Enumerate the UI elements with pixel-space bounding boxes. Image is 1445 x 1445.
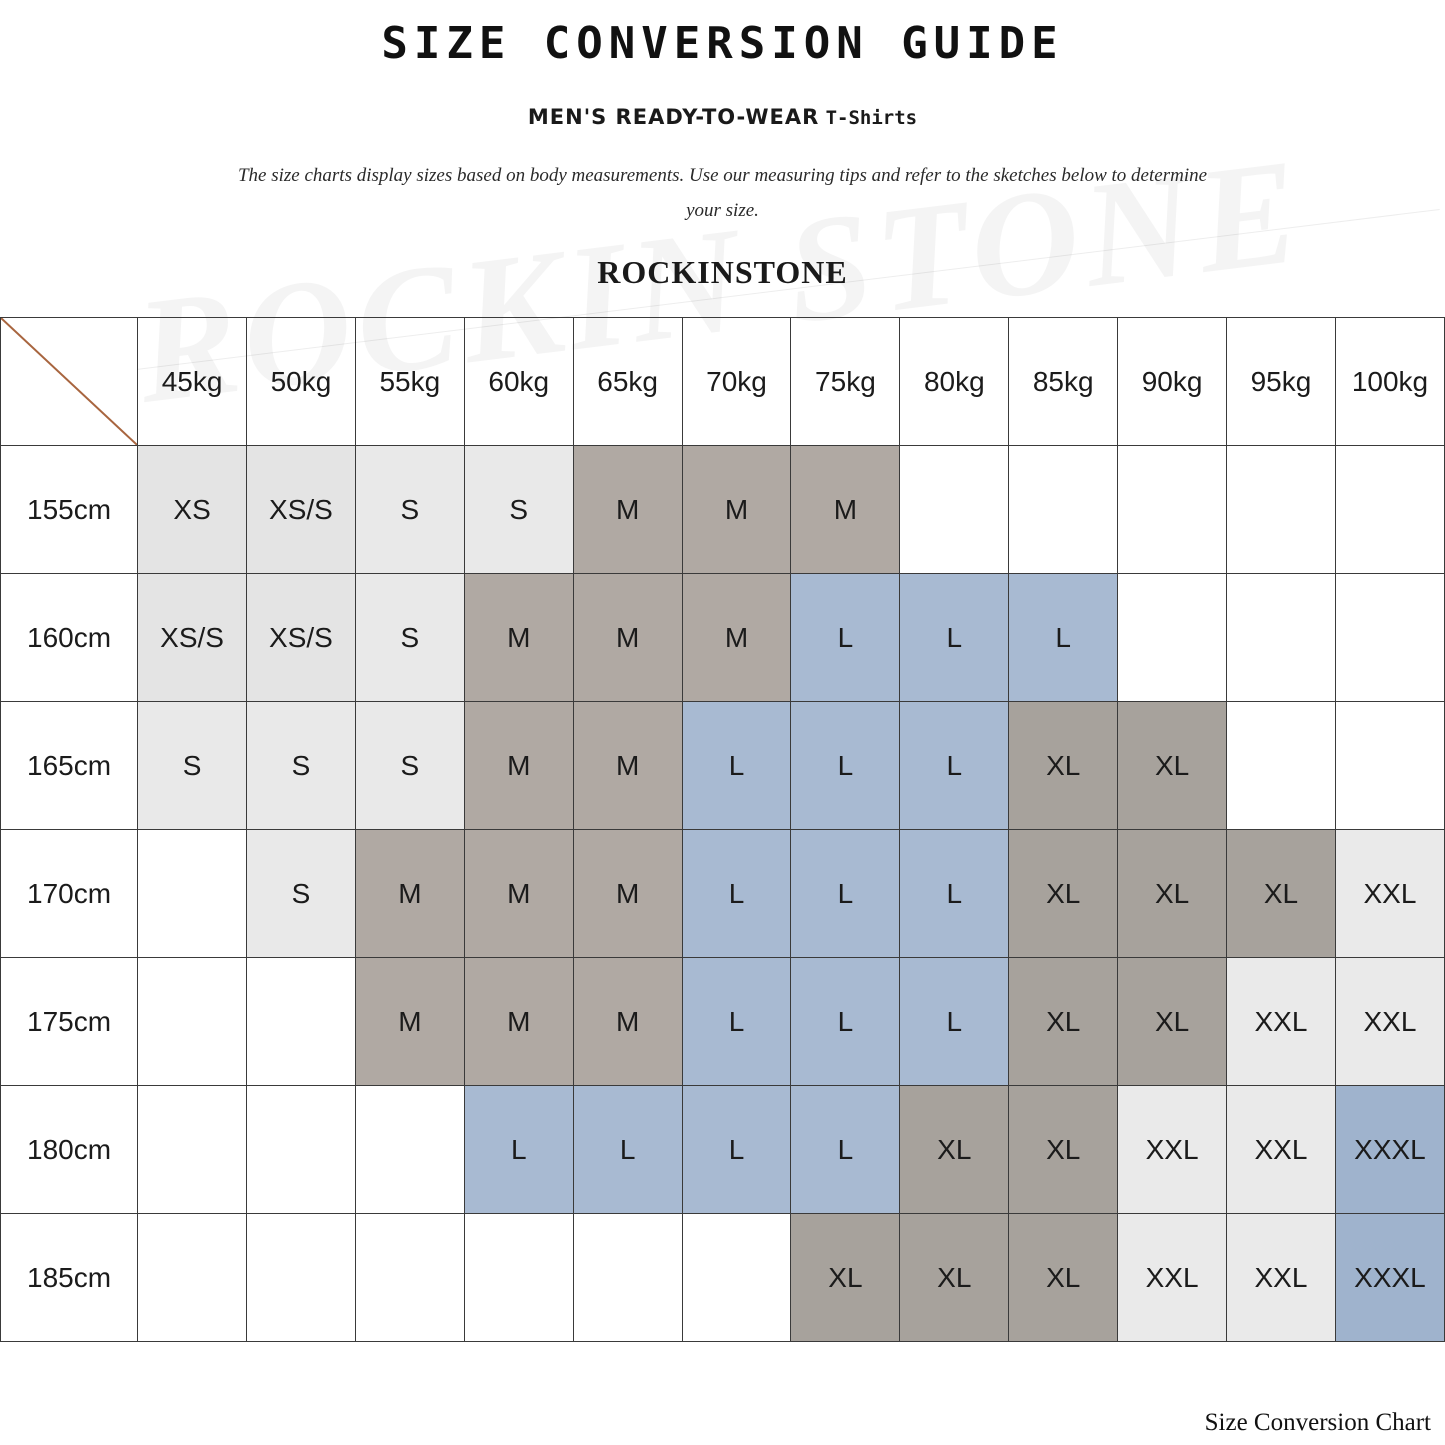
cell-175cm-90kg: XL <box>1118 958 1227 1086</box>
table-header-row <box>1 318 1445 446</box>
diagonal-slash-icon <box>1 318 137 445</box>
cell-165cm-75kg: L <box>791 702 900 830</box>
col-header-1: 50kg <box>247 318 356 446</box>
cell-185cm-100kg: XXXL <box>1335 1214 1444 1342</box>
cell-185cm-60kg <box>464 1214 573 1342</box>
cell-185cm-95kg: XXL <box>1227 1214 1336 1342</box>
cell-170cm-60kg: M <box>464 830 573 958</box>
cell-165cm-80kg: L <box>900 702 1009 830</box>
cell-175cm-95kg: XXL <box>1227 958 1336 1086</box>
cell-170cm-80kg: L <box>900 830 1009 958</box>
col-header-5: 70kg <box>682 318 791 446</box>
cell-185cm-80kg: XL <box>900 1214 1009 1342</box>
cell-165cm-95kg <box>1227 702 1336 830</box>
cell-155cm-50kg: XS/S <box>247 446 356 574</box>
cell-165cm-70kg: L <box>682 702 791 830</box>
cell-160cm-55kg: S <box>355 574 464 702</box>
cell-175cm-50kg <box>247 958 356 1086</box>
cell-180cm-60kg: L <box>464 1086 573 1214</box>
cell-185cm-45kg <box>138 1214 247 1342</box>
cell-170cm-90kg: XL <box>1118 830 1227 958</box>
cell-180cm-70kg: L <box>682 1086 791 1214</box>
cell-175cm-85kg: XL <box>1009 958 1118 1086</box>
cell-170cm-50kg: S <box>247 830 356 958</box>
col-header-10: 95kg <box>1227 318 1336 446</box>
table-corner-cell <box>1 318 138 446</box>
brand-name: ROCKINSTONE <box>597 254 848 291</box>
table-row <box>1 958 1445 1086</box>
cell-160cm-75kg: L <box>791 574 900 702</box>
cell-175cm-55kg: M <box>355 958 464 1086</box>
cell-160cm-60kg: M <box>464 574 573 702</box>
cell-180cm-55kg <box>355 1086 464 1214</box>
cell-160cm-80kg: L <box>900 574 1009 702</box>
subtitle-category: MEN'S READY-TO-WEAR <box>527 105 820 129</box>
cell-160cm-45kg: XS/S <box>138 574 247 702</box>
cell-155cm-80kg <box>900 446 1009 574</box>
cell-180cm-75kg: L <box>791 1086 900 1214</box>
row-header-165cm: 165cm <box>1 702 138 830</box>
cell-165cm-60kg: M <box>464 702 573 830</box>
cell-170cm-85kg: XL <box>1009 830 1118 958</box>
footer-caption: Size Conversion Chart <box>1204 1409 1431 1436</box>
cell-165cm-100kg <box>1335 702 1444 830</box>
cell-155cm-70kg: M <box>682 446 791 574</box>
cell-165cm-50kg: S <box>247 702 356 830</box>
row-header-170cm: 170cm <box>1 830 138 958</box>
col-header-7: 80kg <box>900 318 1009 446</box>
cell-155cm-100kg <box>1335 446 1444 574</box>
cell-155cm-75kg: M <box>791 446 900 574</box>
cell-180cm-100kg: XXXL <box>1335 1086 1444 1214</box>
row-header-175cm: 175cm <box>1 958 138 1086</box>
cell-185cm-55kg <box>355 1214 464 1342</box>
col-header-2: 55kg <box>355 318 464 446</box>
cell-180cm-90kg: XXL <box>1118 1086 1227 1214</box>
cell-170cm-70kg: L <box>682 830 791 958</box>
size-conversion-table <box>0 317 1445 1342</box>
cell-185cm-85kg: XL <box>1009 1214 1118 1342</box>
cell-155cm-45kg: XS <box>138 446 247 574</box>
cell-185cm-75kg: XL <box>791 1214 900 1342</box>
col-header-6: 75kg <box>791 318 900 446</box>
cell-170cm-75kg: L <box>791 830 900 958</box>
cell-160cm-90kg <box>1118 574 1227 702</box>
cell-165cm-90kg: XL <box>1118 702 1227 830</box>
col-header-8: 85kg <box>1009 318 1118 446</box>
table-row <box>1 446 1445 574</box>
row-header-185cm: 185cm <box>1 1214 138 1342</box>
cell-160cm-50kg: XS/S <box>247 574 356 702</box>
cell-165cm-55kg: S <box>355 702 464 830</box>
cell-180cm-80kg: XL <box>900 1086 1009 1214</box>
subtitle <box>0 105 1445 130</box>
table-row <box>1 830 1445 958</box>
cell-155cm-55kg: S <box>355 446 464 574</box>
table-row <box>1 1214 1445 1342</box>
cell-155cm-65kg: M <box>573 446 682 574</box>
col-header-0: 45kg <box>138 318 247 446</box>
cell-160cm-70kg: M <box>682 574 791 702</box>
cell-185cm-65kg <box>573 1214 682 1342</box>
cell-160cm-85kg: L <box>1009 574 1118 702</box>
cell-185cm-90kg: XXL <box>1118 1214 1227 1342</box>
cell-155cm-85kg <box>1009 446 1118 574</box>
cell-160cm-65kg: M <box>573 574 682 702</box>
table-row <box>1 574 1445 702</box>
col-header-3: 60kg <box>464 318 573 446</box>
row-header-160cm: 160cm <box>1 574 138 702</box>
cell-155cm-60kg: S <box>464 446 573 574</box>
description-text: The size charts display sizes based on body measurements. Use our measuring tips and refer to the sketches below to determine your size. <box>237 165 1208 222</box>
cell-175cm-65kg: M <box>573 958 682 1086</box>
cell-175cm-70kg: L <box>682 958 791 1086</box>
cell-160cm-95kg <box>1227 574 1336 702</box>
row-header-155cm: 155cm <box>1 446 138 574</box>
col-header-9: 90kg <box>1118 318 1227 446</box>
cell-160cm-100kg <box>1335 574 1444 702</box>
cell-185cm-70kg <box>682 1214 791 1342</box>
cell-170cm-45kg <box>138 830 247 958</box>
cell-170cm-95kg: XL <box>1227 830 1336 958</box>
cell-165cm-65kg: M <box>573 702 682 830</box>
cell-180cm-95kg: XXL <box>1227 1086 1336 1214</box>
cell-175cm-60kg: M <box>464 958 573 1086</box>
cell-165cm-85kg: XL <box>1009 702 1118 830</box>
cell-175cm-75kg: L <box>791 958 900 1086</box>
cell-175cm-45kg <box>138 958 247 1086</box>
cell-175cm-80kg: L <box>900 958 1009 1086</box>
cell-165cm-45kg: S <box>138 702 247 830</box>
cell-170cm-100kg: XXL <box>1335 830 1444 958</box>
cell-170cm-55kg: M <box>355 830 464 958</box>
table-row <box>1 702 1445 830</box>
col-header-11: 100kg <box>1335 318 1444 446</box>
cell-180cm-45kg <box>138 1086 247 1214</box>
cell-155cm-95kg <box>1227 446 1336 574</box>
cell-155cm-90kg <box>1118 446 1227 574</box>
cell-170cm-65kg: M <box>573 830 682 958</box>
cell-180cm-50kg <box>247 1086 356 1214</box>
cell-185cm-50kg <box>247 1214 356 1342</box>
page-title: SIZE CONVERSION GUIDE <box>381 18 1064 69</box>
cell-180cm-85kg: XL <box>1009 1086 1118 1214</box>
col-header-4: 65kg <box>573 318 682 446</box>
subtitle-product: T-Shirts <box>825 107 918 129</box>
cell-175cm-100kg: XXL <box>1335 958 1444 1086</box>
table-row <box>1 1086 1445 1214</box>
row-header-180cm: 180cm <box>1 1086 138 1214</box>
cell-180cm-65kg: L <box>573 1086 682 1214</box>
